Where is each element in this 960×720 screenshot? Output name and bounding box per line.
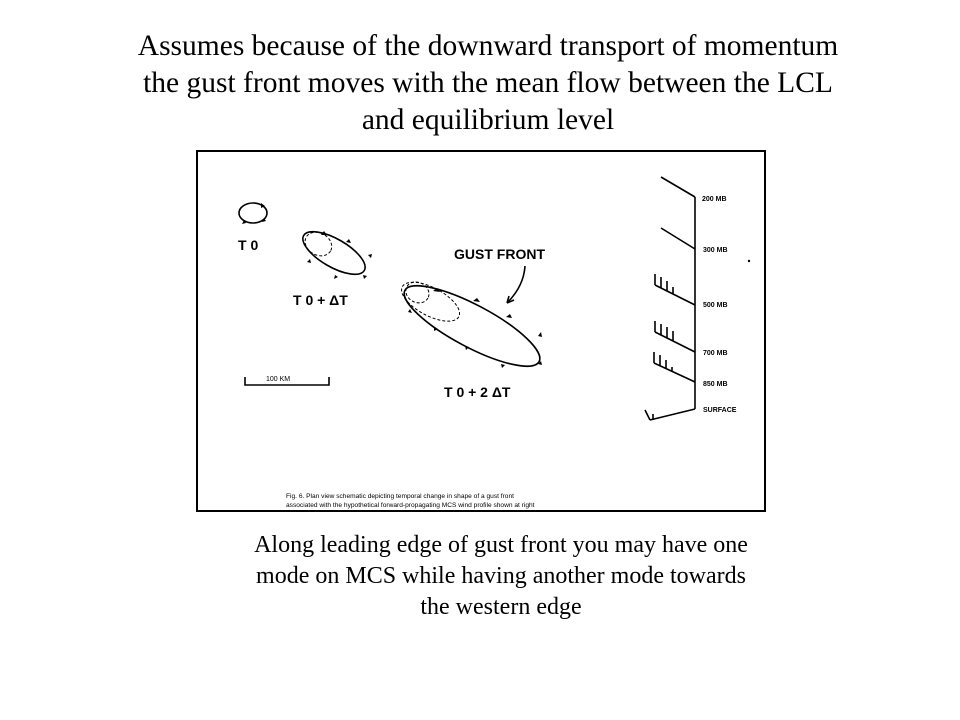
level-label: 500 MB (703, 302, 728, 309)
slide-title (0, 28, 960, 139)
caption-line: the western edge (420, 594, 582, 620)
level-label: 700 MB (703, 350, 728, 357)
wind-profile (645, 177, 695, 420)
cell-t0-2dt (392, 270, 549, 380)
caption-line: Along leading edge of gust front you may have one (254, 532, 748, 558)
label-gust-front: GUST FRONT (454, 246, 545, 262)
figure-caption-line: associated with the hypothetical forward-propagating MCS wind profile shown at right (286, 502, 535, 509)
label-t0-2dt: T 0 + 2 ΔT (444, 384, 511, 400)
title-line: and equilibrium level (361, 104, 615, 136)
level-label: 200 MB (702, 196, 727, 203)
figure-diagram (198, 152, 764, 510)
gust-front-figure (196, 150, 766, 512)
label-t0-dt: T 0 + ΔT (293, 292, 348, 308)
slide-caption (0, 530, 960, 623)
figure-caption-line: Fig. 6. Plan view schematic depicting temporal change in shape of a gust front (286, 493, 514, 500)
level-label: 850 MB (703, 381, 728, 388)
gust-front-arrow (507, 266, 525, 303)
level-label: SURFACE (703, 407, 737, 414)
cell-t0-dt (297, 223, 372, 282)
title-line: the gust front moves with the mean flow between the LCL (143, 67, 833, 99)
title-line: Assumes because of the downward transport of momentum (137, 30, 839, 62)
level-label: 300 MB (703, 247, 728, 254)
caption-line: mode on MCS while having another mode towards (256, 563, 746, 589)
scale-label: 100 KM (266, 376, 291, 383)
label-t0: T 0 (238, 237, 259, 253)
front-triangles (242, 203, 750, 368)
